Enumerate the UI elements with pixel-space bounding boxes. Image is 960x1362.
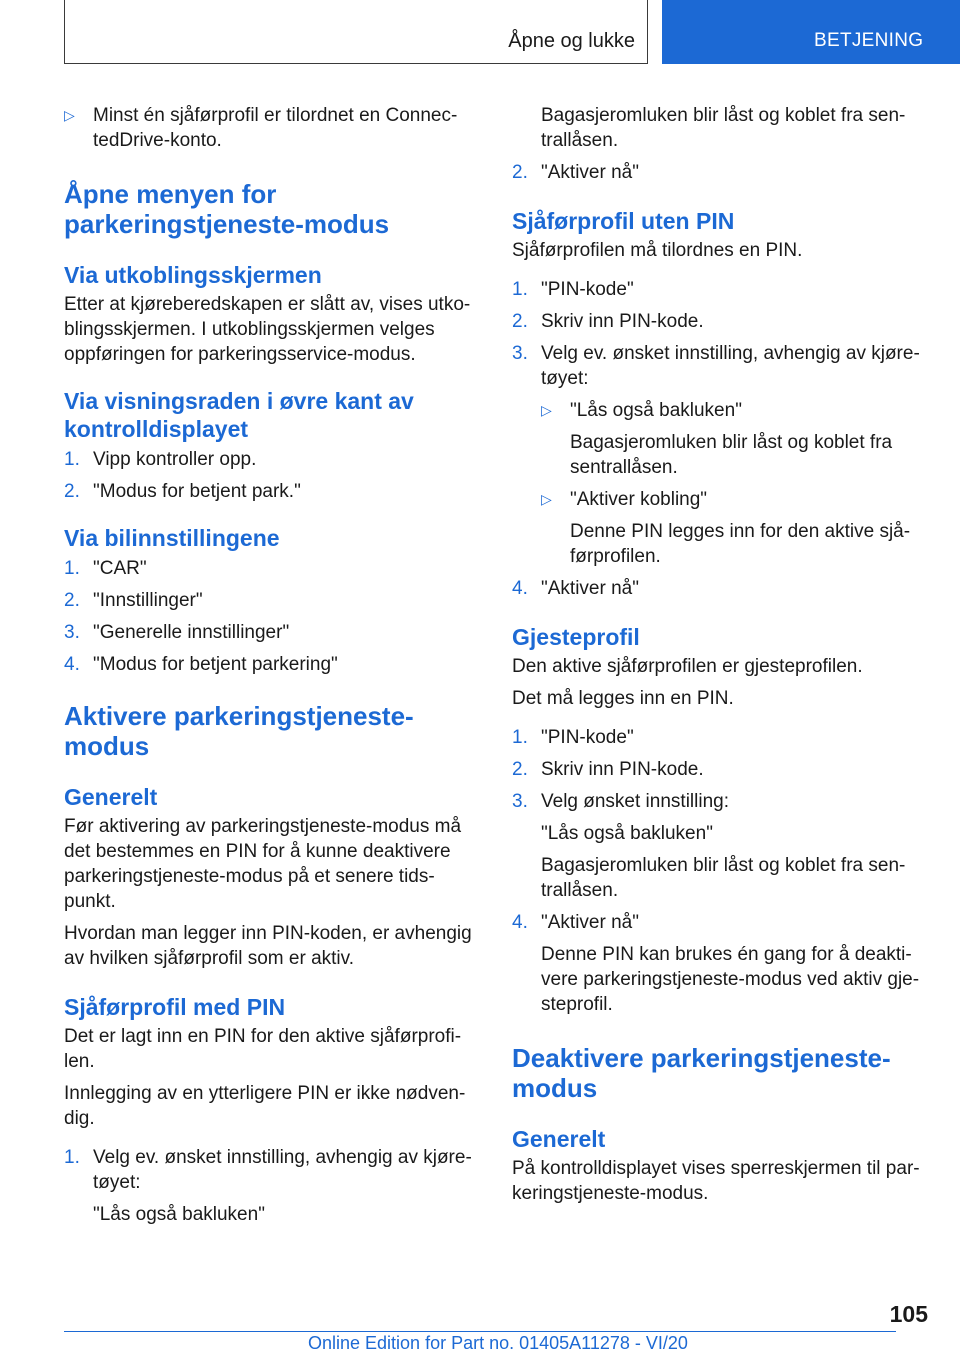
footer-divider [64,1331,896,1332]
heading-via-row: Via visningsraden i øvre kant av kontrolldisplayet [64,388,414,442]
triangle-bullet-icon: ▷ [64,107,75,123]
heading-open-menu: Åpne menyen for parkeringstjeneste-modus [64,179,390,239]
list-number: 2. [512,311,528,332]
bullet-item [64,103,474,153]
list-item [64,620,474,645]
heading-general-2: Generelt [512,1126,606,1152]
list-number: 3. [512,343,528,364]
paragraph-guest-1: Den aktive sjåførprofilen er gjesteprofilen. [512,656,863,677]
paragraph-guest-2: Det må legges inn en PIN. [512,688,734,709]
list-text: Vipp kontroller opp. [93,449,257,470]
header-box [64,0,648,64]
list-text: Velg ønsket innstilling: [541,791,729,812]
heading-without-pin: Sjåførprofil uten PIN [512,208,735,234]
paragraph-with-pin-2: Innlegging av en ytterligere PIN er ikke nødven- dig. [64,1083,466,1129]
list-item [512,277,922,302]
paragraph-general-1: Før aktivering av parkeringstjeneste-modus må det bestemmes en PIN for å kunne deaktivere parkeringstjeneste-modus på et senere tids- punkt. [64,816,462,912]
heading-guest: Gjesteprofil [512,624,640,650]
list-item [64,1145,474,1195]
list-text: "Modus for betjent park." [93,481,301,502]
list-item [64,447,474,472]
list-text: "Aktiver nå" [541,578,639,599]
list-text: "Aktiver nå" [541,162,639,183]
list-text: "PIN-kode" [541,279,634,300]
list-text: "Innstillinger" [93,590,203,611]
edition-footer: Online Edition for Part no. 01405A11278 - VI/20 [308,1333,688,1353]
list-item [512,757,922,782]
heading-deactivate: Deaktivere parkeringstjeneste- modus [512,1043,891,1103]
list-item [512,910,922,935]
list-text: "Modus for betjent parkering" [93,654,338,675]
list-item [512,341,922,391]
list-number: 2. [64,481,80,502]
sub-bullet-item [541,487,922,512]
list-number: 1. [64,449,80,470]
header-section-tab [662,0,960,64]
bullet-text: "Lås også bakluken" [570,400,742,421]
list-number: 2. [512,162,528,183]
header-title: Åpne og lukke [508,30,635,52]
paragraph-via-screen: Etter at kjøreberedskapen er slått av, vises utko- blingsskjermen. I utkoblingsskjermen velges oppføringen for parkeringsservice-modus. [64,294,471,365]
paragraph-general-2: Hvordan man legger inn PIN-koden, er avhengig av hvilken sjåførprofil som er aktiv. [64,923,472,969]
heading-via-car: Via bilinnstillingene [64,525,280,551]
list-item [64,588,474,613]
sub-bullet-text: Bagasjeromluken blir låst og koblet fra sentrallåsen. [570,432,893,478]
list-number: 3. [64,622,80,643]
bullet-text: "Aktiver kobling" [570,489,708,510]
list-number: 4. [64,654,80,675]
list-item [64,652,474,677]
list-number: 2. [64,590,80,611]
list-number: 4. [512,912,528,933]
page-number: 105 [889,1301,928,1327]
list-number: 4. [512,578,528,599]
list-text: "CAR" [93,558,147,579]
list-number: 1. [64,1147,80,1168]
sub-text: Bagasjeromluken blir låst og koblet fra sen- trallåsen. [541,855,906,901]
heading-with-pin: Sjåførprofil med PIN [64,994,286,1020]
paragraph-general-3: På kontrolldisplayet vises sperreskjermen til par- keringstjeneste-modus. [512,1158,920,1204]
heading-activate: Aktivere parkeringstjeneste- modus [64,701,414,761]
paragraph-without-pin: Sjåførprofilen må tilordnes en PIN. [512,240,803,261]
list-item [512,160,922,185]
list-item [512,789,922,814]
sub-bullet-item [541,398,922,423]
list-text: Skriv inn PIN-kode. [541,311,704,332]
triangle-bullet-icon: ▷ [541,402,552,418]
list-item [512,725,922,750]
sub-bullet-text: Denne PIN legges inn for den aktive sjå- førprofilen. [570,521,911,567]
sub-text: Denne PIN kan brukes én gang for å deakti- vere parkeringstjeneste-modus ved aktiv gje- steprofil. [541,944,920,1015]
list-number: 1. [512,727,528,748]
list-item [512,576,922,601]
bullet-text: Minst én sjåførprofil er tilordnet en Connec- tedDrive-konto. [93,105,458,151]
heading-via-screen: Via utkoblingsskjermen [64,262,322,288]
list-item [512,309,922,334]
sub-text: "Lås også bakluken" [93,1204,265,1225]
paragraph-with-pin-1: Det er lagt inn en PIN for den aktive sjåførprofi- len. [64,1026,462,1072]
list-number: 3. [512,791,528,812]
list-text: "Generelle innstillinger" [93,622,290,643]
heading-general: Generelt [64,784,158,810]
header-section-label: BETJENING [814,30,924,51]
list-number: 1. [64,558,80,579]
list-text: "Aktiver nå" [541,912,639,933]
right-column [512,103,922,1206]
left-column [64,103,474,1227]
list-number: 2. [512,759,528,780]
list-item [64,556,474,581]
list-text: Velg ev. ønsket innstilling, avhengig av kjøre- tøyet: [93,1147,472,1193]
list-number: 1. [512,279,528,300]
sub-text: "Lås også bakluken" [541,823,713,844]
triangle-bullet-icon: ▷ [541,491,552,507]
list-text: Skriv inn PIN-kode. [541,759,704,780]
list-text: Velg ev. ønsket innstilling, avhengig av kjøre- tøyet: [541,343,920,389]
list-text: "PIN-kode" [541,727,634,748]
continued-text: Bagasjeromluken blir låst og koblet fra sen- trallåsen. [541,105,906,151]
list-item [64,479,474,504]
